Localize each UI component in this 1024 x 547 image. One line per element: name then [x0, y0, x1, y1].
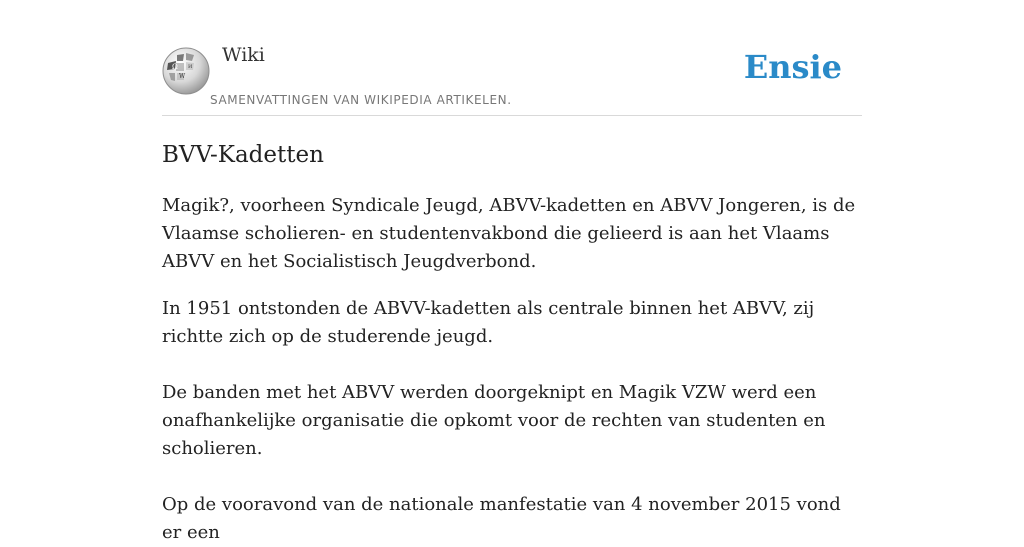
- article-paragraph: Op de vooravond van de nationale manfestatie van 4 november 2015 vond er een: [162, 494, 841, 543]
- ensie-logo-link[interactable]: Ensie: [743, 48, 842, 86]
- site-tagline: SAMENVATTINGEN VAN WIKIPEDIA ARTIKELEN.: [210, 93, 512, 107]
- svg-text:И: И: [188, 64, 193, 70]
- article-paragraph: In 1951 ontstonden de ABVV-kadetten als centrale binnen het ABVV, zij richtte zich op de studerende jeugd.: [162, 298, 815, 347]
- article: [162, 136, 862, 547]
- site-header: [162, 40, 862, 116]
- article-paragraph: De banden met het ABVV werden doorgeknipt en Magik VZW werd een onafhankelijke organisatie die opkomt voor de rechten van studenten en scholieren.: [162, 382, 826, 459]
- svg-text:W: W: [179, 73, 186, 80]
- page-title: BVV-Kadetten: [162, 142, 324, 168]
- wiki-link[interactable]: Wiki: [222, 44, 265, 66]
- wikipedia-globe-icon: [162, 47, 210, 95]
- article-paragraph: Magik?, voorheen Syndicale Jeugd, ABVV-kadetten en ABVV Jongeren, is de Vlaamse scholieren- en studentenvakbond die gelieerd is aan het Vlaams ABVV en het Socialistisch Jeugdverbond.: [162, 195, 856, 272]
- svg-text:Ω: Ω: [172, 63, 178, 71]
